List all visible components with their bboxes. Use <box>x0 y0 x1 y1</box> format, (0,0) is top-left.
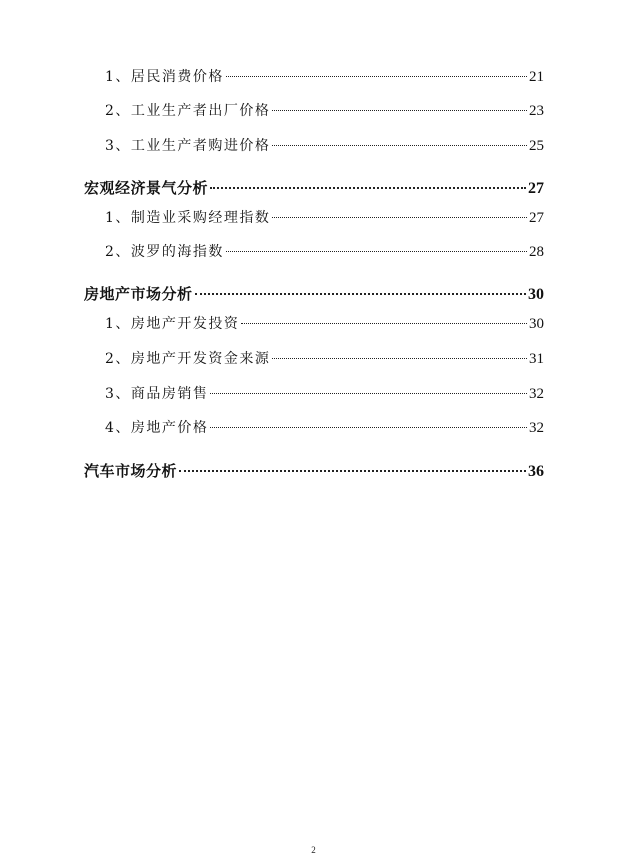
toc-dot-leader <box>210 427 527 428</box>
toc-entry-title: 1、制造业采购经理指数 <box>105 210 271 226</box>
toc-entry[interactable] <box>105 135 544 157</box>
toc-section-entry[interactable] <box>84 177 544 199</box>
toc-entry-title: 4、房地产价格 <box>105 420 209 436</box>
toc-dot-leader <box>226 251 527 252</box>
toc-entry[interactable] <box>105 241 544 263</box>
toc-section-page: 36 <box>528 463 544 480</box>
toc-dot-leader <box>210 393 527 394</box>
toc-dot-leader <box>179 470 526 472</box>
page-number: 2 <box>311 845 316 855</box>
toc-entry-page: 30 <box>529 316 544 332</box>
toc-entry-title: 3、商品房销售 <box>105 386 209 402</box>
toc-entry[interactable] <box>105 66 544 88</box>
toc-entry-title: 2、波罗的海指数 <box>105 244 224 260</box>
toc-section-entry[interactable] <box>84 460 544 482</box>
toc-dot-leader <box>272 145 527 146</box>
toc-dot-leader <box>272 217 527 218</box>
toc-dot-leader <box>210 187 526 189</box>
toc-entry-page: 27 <box>529 210 544 226</box>
toc-section-page: 30 <box>528 286 544 303</box>
toc-section-page: 27 <box>528 180 544 197</box>
toc-dot-leader <box>272 358 527 359</box>
toc-section-entry[interactable] <box>84 283 544 305</box>
toc-entry-page: 31 <box>529 351 544 367</box>
toc-entry-title: 2、工业生产者出厂价格 <box>105 103 271 119</box>
toc-dot-leader <box>272 110 527 111</box>
toc-entry-page: 28 <box>529 244 544 260</box>
toc-section-title: 房地产市场分析 <box>84 285 193 303</box>
toc-entry-page: 32 <box>529 420 544 436</box>
toc-entry-page: 23 <box>529 103 544 119</box>
toc-entry[interactable] <box>105 417 544 439</box>
toc-entry-title: 2、房地产开发资金来源 <box>105 351 271 367</box>
toc-dot-leader <box>241 323 527 324</box>
toc-entry-page: 32 <box>529 386 544 402</box>
toc-entry[interactable] <box>105 207 544 229</box>
toc-entry[interactable] <box>105 383 544 405</box>
toc-dot-leader <box>226 76 527 77</box>
toc-entry[interactable] <box>105 348 544 370</box>
toc-entry-page: 21 <box>529 69 544 85</box>
toc-section-title: 汽车市场分析 <box>84 462 178 480</box>
toc-entry[interactable] <box>105 313 544 335</box>
toc-dot-leader <box>195 293 526 295</box>
toc-entry-title: 3、工业生产者购进价格 <box>105 138 271 154</box>
toc-section-title: 宏观经济景气分析 <box>84 179 209 197</box>
toc-entry-title: 1、房地产开发投资 <box>105 316 240 332</box>
toc-entry-title: 1、居民消费价格 <box>105 69 224 85</box>
toc-entry-page: 25 <box>529 138 544 154</box>
toc-entry[interactable] <box>105 100 544 122</box>
